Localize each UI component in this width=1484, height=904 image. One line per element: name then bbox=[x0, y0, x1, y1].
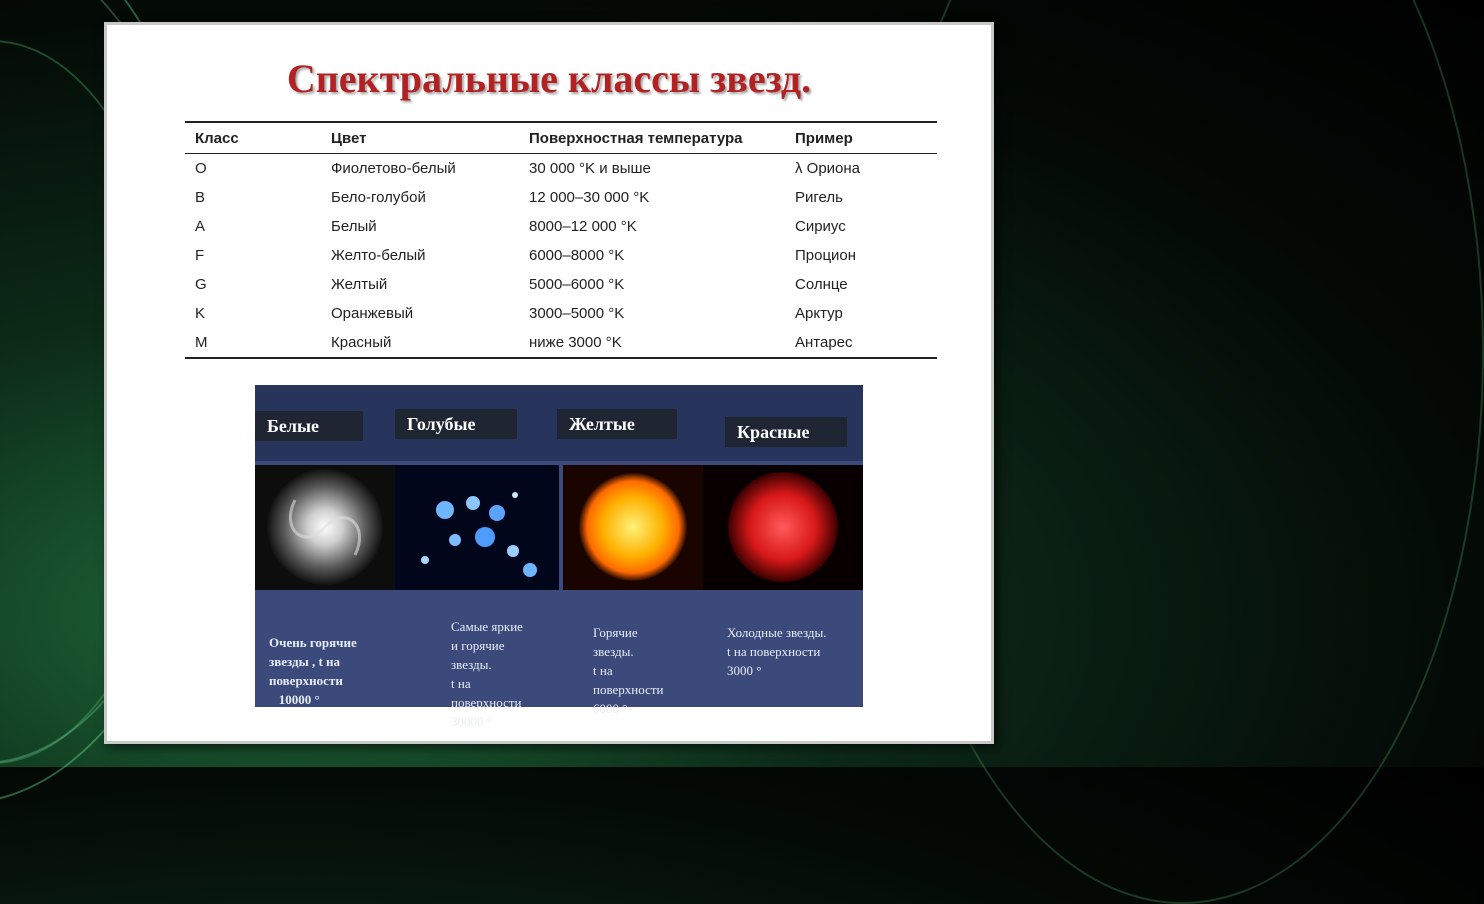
white-star-image bbox=[255, 465, 395, 590]
description-line: t на поверхности bbox=[727, 644, 821, 659]
table-row bbox=[185, 241, 937, 270]
blue-star-image bbox=[395, 465, 559, 590]
star-types-panel bbox=[255, 385, 863, 729]
cell-example: Процион bbox=[795, 247, 857, 264]
table-header-row bbox=[185, 123, 937, 154]
cell-color: Оранжевый bbox=[331, 305, 414, 322]
cell-color: Желтый bbox=[331, 276, 388, 293]
cell-temperature: 3000–5000 °K bbox=[529, 305, 625, 322]
white-star-description bbox=[269, 633, 357, 709]
table-row bbox=[185, 212, 937, 241]
description-line: t на bbox=[451, 676, 471, 691]
column-header-class: Класс bbox=[195, 129, 239, 147]
cell-color: Бело-голубой bbox=[331, 189, 426, 206]
table-row bbox=[185, 183, 937, 212]
label-yellow: Желтые bbox=[557, 409, 677, 439]
cell-temperature: ниже 3000 °K bbox=[529, 334, 622, 351]
description-line: и горячие bbox=[451, 638, 505, 653]
cell-example: λ Ориона bbox=[795, 160, 861, 177]
cell-temperature: 30 000 °K и выше bbox=[529, 160, 651, 177]
cell-class: G bbox=[195, 276, 207, 293]
cell-temperature: 6000–8000 °K bbox=[529, 247, 625, 264]
description-line: 6000 ° bbox=[593, 701, 628, 716]
cell-example: Антарес bbox=[795, 334, 853, 351]
description-line: поверхности bbox=[269, 673, 343, 688]
slide-title: Спектральные классы звезд. bbox=[286, 56, 812, 101]
cell-example: Солнце bbox=[795, 276, 848, 293]
cell-color: Белый bbox=[331, 218, 377, 235]
cell-example: Ригель bbox=[795, 189, 843, 206]
cell-class: B bbox=[195, 189, 206, 206]
description-line: Самые яркие bbox=[451, 619, 523, 634]
description-line: звезды , t на bbox=[269, 654, 341, 669]
cell-color: Красный bbox=[331, 334, 392, 351]
cell-class: M bbox=[195, 334, 208, 351]
spectral-class-table bbox=[185, 121, 937, 359]
cell-temperature: 8000–12 000 °K bbox=[529, 218, 637, 235]
description-line: 30000 ° bbox=[451, 714, 492, 729]
description-line: 3000 ° bbox=[727, 663, 762, 678]
label-blue: Голубые bbox=[395, 409, 517, 439]
blue-star-description bbox=[451, 617, 523, 731]
description-line: поверхности bbox=[451, 695, 522, 710]
slide bbox=[104, 22, 994, 744]
description-line: звезды. bbox=[451, 657, 492, 672]
label-red: Красные bbox=[725, 417, 847, 447]
description-line: 10000 ° bbox=[269, 692, 320, 707]
yellow-star-image bbox=[563, 465, 703, 590]
cell-example: Арктур bbox=[795, 305, 843, 322]
red-star-description bbox=[727, 623, 826, 680]
description-line: t на bbox=[593, 663, 613, 678]
cell-color: Желто-белый bbox=[331, 247, 426, 264]
red-star-image bbox=[703, 465, 863, 590]
table-row bbox=[185, 328, 937, 357]
column-header-temperature: Поверхностная температура bbox=[529, 129, 743, 147]
description-line: Холодные звезды. bbox=[727, 625, 827, 640]
cell-class: O bbox=[195, 160, 207, 177]
description-line: Очень горячие bbox=[269, 635, 357, 650]
column-header-color: Цвет bbox=[331, 129, 367, 147]
label-white: Белые bbox=[255, 411, 363, 441]
cell-temperature: 12 000–30 000 °K bbox=[529, 189, 650, 206]
cell-example: Сириус bbox=[795, 218, 846, 235]
cell-class: K bbox=[195, 305, 206, 322]
yellow-star-description bbox=[593, 623, 663, 718]
description-line: Горячие bbox=[593, 625, 638, 640]
column-header-example: Пример bbox=[795, 129, 853, 147]
cell-color: Фиолетово-белый bbox=[331, 160, 456, 177]
description-line: поверхности bbox=[593, 682, 664, 697]
cell-temperature: 5000–6000 °K bbox=[529, 276, 625, 293]
cell-class: F bbox=[195, 247, 205, 264]
description-line: звезды. bbox=[593, 644, 634, 659]
table-row bbox=[185, 270, 937, 299]
cell-class: A bbox=[195, 218, 206, 235]
table-row bbox=[185, 299, 937, 328]
table-row bbox=[185, 154, 937, 183]
